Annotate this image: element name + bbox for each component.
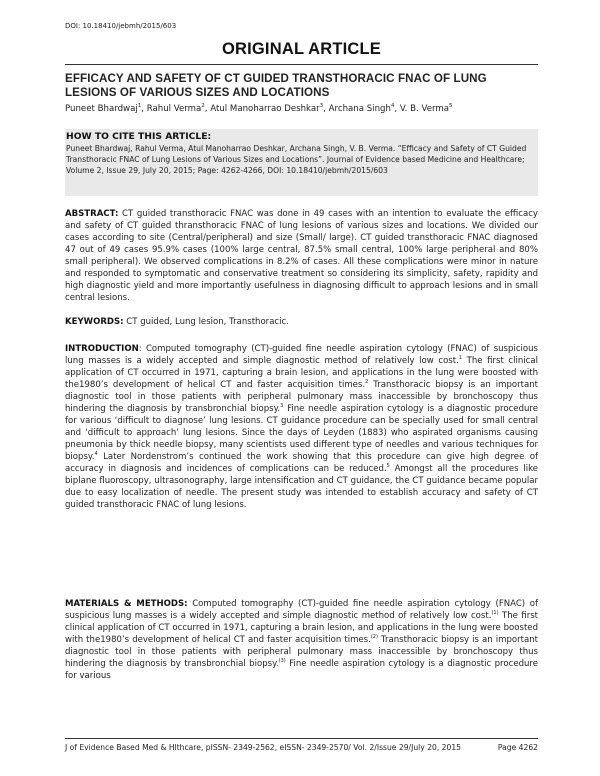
methods-text: Computed tomography (CT)-guided fine needle aspiration cytology (FNAC) of suspicious lung masses is a widely accepted and simple diagnostic method of relatively low cost. <box>65 599 538 621</box>
article-type-heading: ORIGINAL ARTICLE <box>221 40 382 58</box>
author-name: Puneet Bhardwaj <box>65 104 138 114</box>
header-divider <box>65 64 538 65</box>
reference-marker: 2 <box>365 379 369 386</box>
introduction-label: INTRODUCTION <box>65 344 139 354</box>
introduction-text: Amongst all the procedures like biplane fluoroscopy, ultrasonography, large intensification and CT guidance, the CT guidance became popular due to easy localization of needle. The present study was intended to establish accuracy and safety of CT guided transthoracic FNAC of lung lesions. <box>65 464 538 510</box>
citation-box <box>65 129 538 196</box>
citation-text: Puneet Bhardwaj, Rahul Verma, Atul Manoharrao Deshkar, Archana Singh, V. B. Verma. “Efficacy and Safety of CT Guided Transthoracic FNAC of Lung Lesions of Various Sizes and Locations”. Journal of Evidence based Medicine and Healthcare; Volume 2, Issue 29, July 20, 2015; Page: 4262-4266, DOI: 10.18410/jebmh/2015/603 <box>66 144 527 175</box>
article-title: EFFICACY AND SAFETY OF CT GUIDED TRANSTHORACIC FNAC OF LUNG LESIONS OF VARIOUS SIZES AND LOCATIONS <box>65 72 487 99</box>
methods-paragraph <box>65 598 538 682</box>
keywords-label: KEYWORDS: <box>65 317 124 327</box>
reference-marker: (1) <box>491 610 499 617</box>
methods-text: Transthoracic biopsy is an important diagnostic tool in those patients with peripheral pulmonary mass inaccessible by bronchoscopy thus hindering the diagnosis by transbronchial biopsy. <box>65 635 538 669</box>
reference-marker: 3 <box>280 403 284 410</box>
introduction-text: The first clinical application of CT occurred in 1971, capturing a brain lesion, and applications in the lung were boosted with the1980’s development of helical CT and faster acquisition times. <box>65 356 538 390</box>
doi-header: DOI: 10.18410/jebmh/2015/603 <box>65 22 177 30</box>
author-affiliation: 1 <box>137 103 142 110</box>
abstract-label: ABSTRACT: <box>65 209 119 219</box>
author-name: Rahul Verma <box>146 104 202 114</box>
author-affiliation: 2 <box>201 103 205 110</box>
author-list: Puneet Bhardwaj$^1$, Rahul Verma$^2$, Atul Manoharrao Deshkar$^3$, Archana Singh$^4$, V. B. Verma$^5$ <box>65 103 453 114</box>
journal-footer-text: J of Evidence Based Med & Hlthcare, pISSN- 2349-2562, eISSN- 2349-2570/ Vol. 2/Issue 29/July 20, 2015 <box>65 743 462 752</box>
introduction-text: : Computed tomography (CT)-guided fine needle aspiration cytology (FNAC) of suspicious lung masses is a widely accepted and simple diagnostic method of relatively low cost. <box>65 344 538 366</box>
abstract-paragraph <box>65 208 538 304</box>
reference-marker: (3) <box>278 658 286 665</box>
methods-label: MATERIALS & METHODS: <box>65 599 188 609</box>
reference-marker: 1 <box>458 355 463 362</box>
author-affiliation: 4 <box>390 103 395 110</box>
reference-marker: 4 <box>94 451 98 458</box>
page-footer <box>65 743 538 752</box>
keywords-text: CT guided, Lung lesion, Transthoracic. <box>123 317 289 327</box>
introduction-paragraph <box>65 343 538 511</box>
introduction-text: Transthoracic biopsy is an important diagnostic tool in those patients with peripheral pulmonary mass inaccessible by bronchoscopy thus hindering the diagnosis by transbronchial biopsy. <box>65 380 538 414</box>
author-affiliation: 3 <box>319 103 324 110</box>
methods-text: The first clinical application of CT occurred in 1971, capturing a brain lesion, and applications in the lung were boosted with the1980’s development of helical CT and faster acquisition times. <box>65 611 539 645</box>
author-name: Atul Manoharrao Deshkar <box>210 104 320 114</box>
introduction-text: Later Nordenstrom’s continued the work showing that this procedure can give high degree of accuracy in diagnosis and incidences of complications can be reduced. <box>65 452 538 474</box>
introduction-text: Fine needle aspiration cytology is a diagnostic procedure for various ‘difficult to diagnose’ lung lesions. CT guidance procedure can be specially used for small central and ‘difficult to approach’ lung lesions. Since the days of Leyden (1883) who aspirated organisms causing pneumonia by thick needle biopsy, many scientists used different type of needles and various techniques for biopsy. <box>65 404 538 462</box>
author-name: Archana Singh <box>328 104 391 114</box>
page-number: Page 4262 <box>497 743 538 752</box>
footer-divider <box>65 738 538 739</box>
methods-text: Fine needle aspiration cytology is a diagnostic procedure for various <box>65 659 538 681</box>
keywords-paragraph <box>65 316 538 328</box>
author-affiliation: 5 <box>449 103 453 110</box>
reference-marker: 5 <box>386 463 390 470</box>
abstract-text: CT guided transthoracic FNAC was done in 49 cases with an intention to evaluate the efficacy and safety of CT guided thransthoracic FNAC of lung lesions of various sizes and locations. We divided our cases according to site (Central/peripheral) and size (Small/ large). CT guided transthoracic FNAC diagnosed 47 out of 49 cases 95.9% cases (100% large central, 87.5% small central, 100% large peripheral and 80% small peripheral). We observed complications in 8.2% of cases. All these complications were minor in nature and responded to symptomatic and conservative treatment so considering its simplicity, safety, rapidity and high diagnostic yield and more importantly usefulness in diagnosing difficult to approach lesions and in small central lesions. <box>65 209 538 303</box>
citation-heading: HOW TO CITE THIS ARTICLE: <box>66 131 212 142</box>
reference-marker: (2) <box>370 634 378 641</box>
author-name: V. B. Verma <box>399 104 450 114</box>
